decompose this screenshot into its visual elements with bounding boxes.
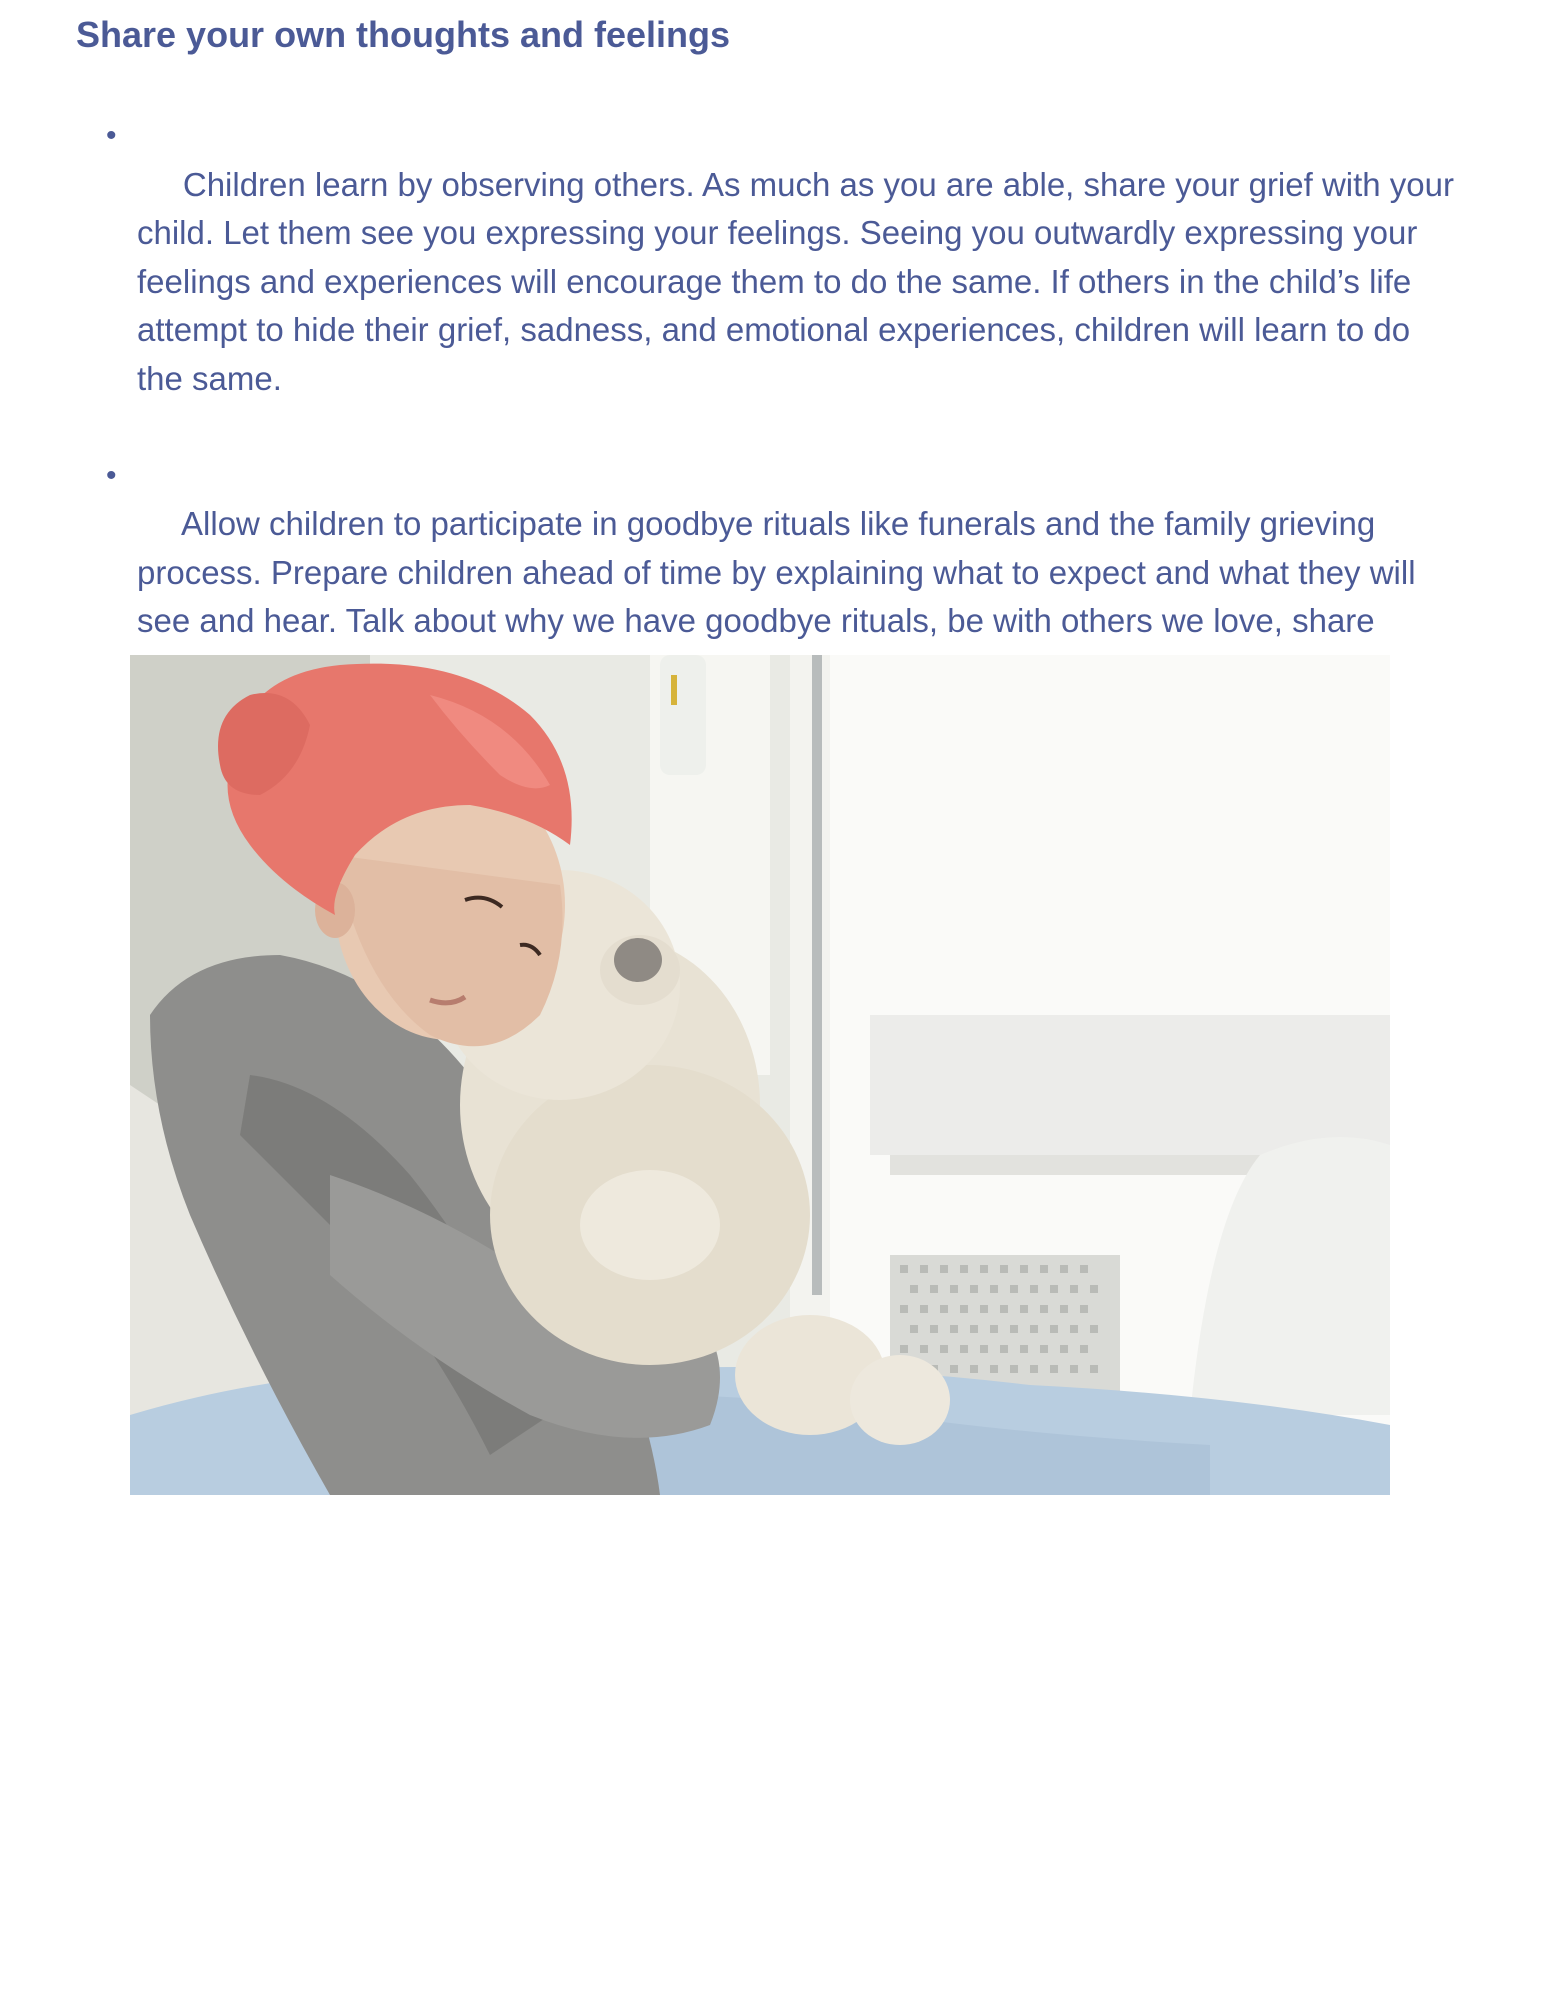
bullet-text: Allow children to participate in goodbye rituals like funerals and the family grieving process. Prepare children ahead of time by explaining what to expect and what they will see and hear. Talk about why we have goodbye rituals, be with others we love, share [137, 505, 1416, 639]
bullet-dot-icon: • [106, 119, 117, 152]
section-heading: Share your own thoughts and feelings [76, 14, 731, 55]
bullet-dot-icon: • [106, 458, 117, 492]
bullet-list [0, 112, 1545, 743]
bullet-text: Children learn by observing others. As much as you are able, share your grief with your child. Let them see you expressing your feelings. Seeing you outwardly expressing your feelings and experiences will encourage them to do the same. If others in the child’s life attempt to hide their grief, sadness, and emotional experiences, children will learn to do the same. [137, 165, 1464, 397]
bullet-item [0, 112, 1464, 452]
child-with-teddy-bear-photo [130, 655, 1390, 1495]
